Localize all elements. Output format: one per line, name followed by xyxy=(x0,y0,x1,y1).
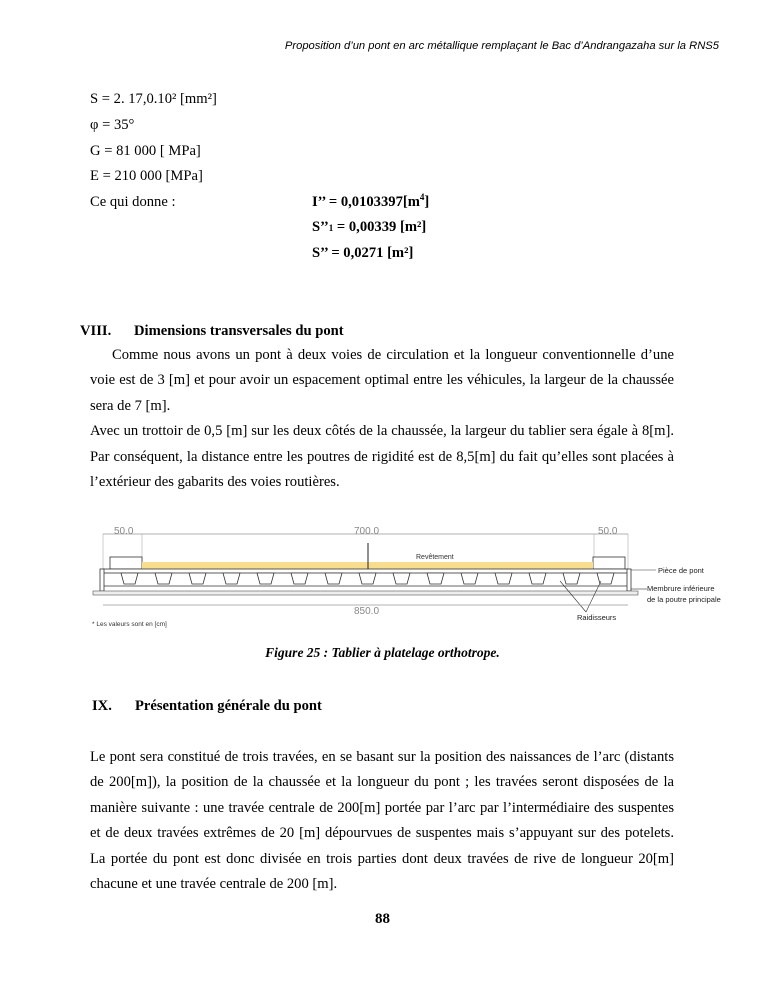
revetement-label: Revêtement xyxy=(416,554,454,561)
result-area-2: S’’ = 0,0271 [m²] xyxy=(312,245,414,261)
param-young-modulus: E = 210 000 [MPa] xyxy=(90,168,203,184)
section-viii-title: Dimensions transversales du pont xyxy=(134,323,344,339)
main-girder-left xyxy=(100,569,104,591)
orthotropic-deck-figure xyxy=(90,523,730,633)
stiffener xyxy=(563,573,580,584)
stiffener xyxy=(325,573,342,584)
section-viii-paragraph-2: Avec un trottoir de 0,5 [m] sur les deux côtés de la chaussée, la largeur du tablier sera égale à 8[m]. Par conséquent, la distance entre les poutres de rigidité est de 8,5[m] du fait qu’elles sont placées à l’extérieur des gabarits des voies routières. xyxy=(90,423,674,491)
main-girder-right xyxy=(627,569,631,591)
section-ix-title: Présentation générale du pont xyxy=(135,698,322,714)
stiffener xyxy=(393,573,410,584)
stiffener xyxy=(155,573,172,584)
stiffener xyxy=(495,573,512,584)
stiffener xyxy=(121,573,138,584)
param-shear-modulus: G = 81 000 [ MPa] xyxy=(90,143,201,159)
stiffener xyxy=(359,573,376,584)
result-area-1-text: = 0,00339 [m²] xyxy=(333,219,427,235)
page-number: 88 xyxy=(375,911,390,927)
running-header: Proposition d’un pont en arc métallique remplaçant le Bac d’Andrangazaha sur la RNS5 xyxy=(284,40,719,52)
section-viii-body xyxy=(90,343,674,495)
stiffener xyxy=(189,573,206,584)
section-ix-heading xyxy=(92,698,322,715)
section-viii-number: VIII. xyxy=(80,323,112,339)
section-ix-body xyxy=(90,745,674,897)
stiffener xyxy=(291,573,308,584)
result-area-1 xyxy=(312,219,426,236)
result-area-1-prefix: S’’ xyxy=(312,219,329,235)
param-section: S = 2. 17,0.10² [mm²] xyxy=(90,91,217,107)
section-ix-paragraph-1: Le pont sera constitué de trois travées, en se basant sur la position des naissances de l’arc (distants de 200[m]), la position de la chaussée et la longueur du pont ; les travées seront disposées de la manière suivante : une travée centrale de 200[m] portée par l’arc par l’intermédiaire des suspentes et de deux travées extrêmes de 20 [m] dépourvues de suspentes mais s’appuyant sur des potelets. La portée du pont est donc divisée en trois parties dont deux travées de rive de longueur 20[m] chacune et une travée centrale de 200 [m]. xyxy=(90,749,674,893)
membrure-label-line-2: de la poutre principale xyxy=(647,595,721,604)
deck-plate xyxy=(103,569,628,573)
lower-chord xyxy=(93,591,638,595)
result-area-1-subscript: 1 xyxy=(328,223,334,233)
stiffener xyxy=(257,573,274,584)
stiffener xyxy=(223,573,240,584)
raidisseurs-label: Raidisseurs xyxy=(577,613,617,622)
result-inertia xyxy=(312,194,429,211)
dimension-left-label: 50.0 xyxy=(114,526,134,537)
stiffeners xyxy=(121,573,614,584)
membrure-label-line-1: Membrure inférieure xyxy=(647,584,715,593)
units-note: * Les valeurs sont en [cm] xyxy=(92,621,167,628)
dimension-center-label: 700.0 xyxy=(354,526,380,537)
section-viii-paragraph-1: Comme nous avons un pont à deux voies de circulation et la longueur conventionnelle d’une voie est de 3 [m] et pour avoir un espacement optimal entre les véhicules, la largeur de la chaussée sera de 7 [m]. xyxy=(90,347,674,414)
sidewalk-left xyxy=(110,557,142,569)
result-inertia-text: I’’ = 0,0103397[m xyxy=(312,194,420,210)
dimension-right-label: 50.0 xyxy=(598,526,618,537)
figure-caption: Figure 25 : Tablier à platelage orthotrope. xyxy=(265,645,500,660)
results-intro: Ce qui donne : xyxy=(90,194,176,210)
result-inertia-end: ] xyxy=(424,194,430,210)
result-inertia-exponent: 4 xyxy=(419,192,425,203)
section-ix-number: IX. xyxy=(92,698,112,714)
sidewalk-right xyxy=(593,557,625,569)
piece-de-pont-label: Pièce de pont xyxy=(658,566,704,575)
param-angle: φ = 35° xyxy=(90,117,135,133)
stiffener xyxy=(597,573,614,584)
stiffener xyxy=(529,573,546,584)
stiffener xyxy=(427,573,444,584)
stiffener xyxy=(461,573,478,584)
dimension-total-label: 850.0 xyxy=(354,606,380,617)
section-viii-heading xyxy=(80,323,344,340)
